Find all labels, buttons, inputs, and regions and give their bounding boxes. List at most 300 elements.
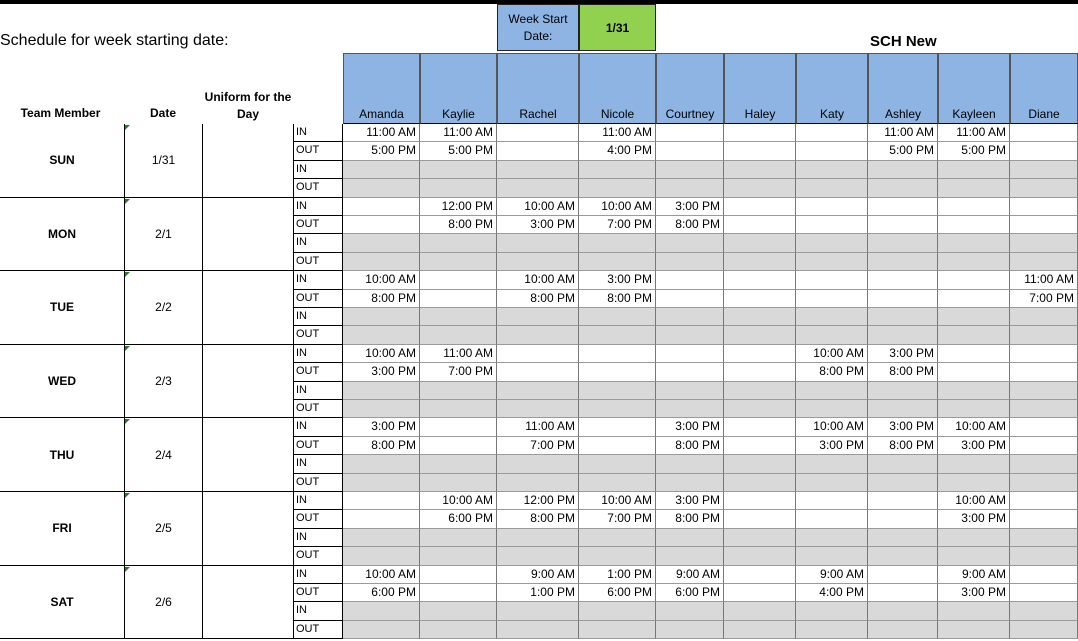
schedule-cell[interactable] xyxy=(938,621,1010,639)
schedule-cell[interactable] xyxy=(724,124,796,142)
schedule-cell[interactable] xyxy=(796,547,868,565)
schedule-cell[interactable] xyxy=(420,326,497,344)
schedule-cell[interactable] xyxy=(938,602,1010,620)
schedule-cell[interactable] xyxy=(343,161,420,179)
schedule-cell[interactable] xyxy=(656,234,724,252)
schedule-cell[interactable] xyxy=(796,124,868,142)
employee-header-amanda[interactable]: Amanda xyxy=(343,53,420,124)
schedule-cell[interactable]: 3:00 PM xyxy=(656,418,724,436)
schedule-cell[interactable] xyxy=(579,382,656,400)
schedule-cell[interactable] xyxy=(938,308,1010,326)
schedule-cell[interactable] xyxy=(724,363,796,381)
schedule-cell[interactable] xyxy=(420,271,497,289)
schedule-cell[interactable] xyxy=(497,382,579,400)
schedule-cell[interactable] xyxy=(420,308,497,326)
schedule-cell[interactable] xyxy=(868,198,938,216)
schedule-cell[interactable] xyxy=(1010,621,1078,639)
schedule-cell[interactable] xyxy=(579,326,656,344)
schedule-cell[interactable]: 8:00 PM xyxy=(868,363,938,381)
date-cell[interactable] xyxy=(125,566,203,640)
schedule-cell[interactable] xyxy=(868,308,938,326)
schedule-cell[interactable] xyxy=(796,142,868,160)
schedule-cell[interactable] xyxy=(724,161,796,179)
schedule-cell[interactable] xyxy=(796,621,868,639)
schedule-cell[interactable]: 3:00 PM xyxy=(343,363,420,381)
schedule-cell[interactable]: 11:00 AM xyxy=(868,124,938,142)
schedule-cell[interactable]: 8:00 PM xyxy=(497,510,579,528)
date-cell[interactable] xyxy=(125,198,203,272)
schedule-cell[interactable]: 6:00 PM xyxy=(343,584,420,602)
schedule-cell[interactable] xyxy=(420,290,497,308)
schedule-cell[interactable]: 8:00 PM xyxy=(579,290,656,308)
schedule-cell[interactable] xyxy=(497,179,579,197)
schedule-cell[interactable] xyxy=(420,474,497,492)
schedule-cell[interactable] xyxy=(579,602,656,620)
employee-header-haley[interactable]: Haley xyxy=(724,53,796,124)
schedule-cell[interactable]: 11:00 AM xyxy=(420,124,497,142)
schedule-cell[interactable] xyxy=(868,529,938,547)
date-cell[interactable] xyxy=(125,124,203,198)
schedule-cell[interactable]: 10:00 AM xyxy=(579,198,656,216)
schedule-cell[interactable] xyxy=(796,179,868,197)
schedule-cell[interactable]: 4:00 PM xyxy=(579,142,656,160)
schedule-cell[interactable] xyxy=(343,216,420,234)
schedule-cell[interactable] xyxy=(579,437,656,455)
day-cell-thu[interactable] xyxy=(0,418,125,492)
schedule-cell[interactable]: 12:00 PM xyxy=(420,198,497,216)
schedule-cell[interactable]: 3:00 PM xyxy=(796,437,868,455)
schedule-cell[interactable]: 7:00 PM xyxy=(1010,290,1078,308)
schedule-cell[interactable] xyxy=(724,234,796,252)
schedule-cell[interactable] xyxy=(938,198,1010,216)
schedule-cell[interactable] xyxy=(579,308,656,326)
schedule-cell[interactable] xyxy=(868,621,938,639)
schedule-cell[interactable] xyxy=(420,584,497,602)
schedule-cell[interactable]: 10:00 AM xyxy=(796,418,868,436)
schedule-cell[interactable]: 4:00 PM xyxy=(796,584,868,602)
schedule-cell[interactable] xyxy=(724,474,796,492)
schedule-cell[interactable] xyxy=(343,474,420,492)
schedule-cell[interactable] xyxy=(724,529,796,547)
schedule-cell[interactable]: 3:00 PM xyxy=(656,198,724,216)
schedule-cell[interactable]: 3:00 PM xyxy=(497,216,579,234)
schedule-cell[interactable]: 10:00 AM xyxy=(343,271,420,289)
schedule-cell[interactable] xyxy=(796,382,868,400)
schedule-cell[interactable] xyxy=(343,510,420,528)
schedule-cell[interactable]: 1:00 PM xyxy=(579,566,656,584)
schedule-cell[interactable]: 11:00 AM xyxy=(497,418,579,436)
schedule-cell[interactable]: 7:00 PM xyxy=(579,216,656,234)
schedule-cell[interactable] xyxy=(724,510,796,528)
schedule-cell[interactable] xyxy=(579,418,656,436)
schedule-cell[interactable] xyxy=(724,271,796,289)
schedule-cell[interactable] xyxy=(868,271,938,289)
schedule-cell[interactable] xyxy=(796,400,868,418)
schedule-cell[interactable] xyxy=(343,547,420,565)
schedule-cell[interactable] xyxy=(796,510,868,528)
schedule-cell[interactable] xyxy=(1010,382,1078,400)
schedule-cell[interactable]: 8:00 PM xyxy=(343,290,420,308)
schedule-cell[interactable]: 11:00 AM xyxy=(938,124,1010,142)
schedule-cell[interactable]: 8:00 PM xyxy=(656,510,724,528)
employee-header-kaylie[interactable]: Kaylie xyxy=(420,53,497,124)
schedule-cell[interactable]: 10:00 AM xyxy=(579,492,656,510)
schedule-cell[interactable]: 3:00 PM xyxy=(868,345,938,363)
week-start-value-cell[interactable] xyxy=(579,4,656,51)
schedule-cell[interactable] xyxy=(724,584,796,602)
schedule-cell[interactable] xyxy=(1010,161,1078,179)
schedule-cell[interactable] xyxy=(1010,437,1078,455)
schedule-cell[interactable] xyxy=(938,382,1010,400)
schedule-cell[interactable] xyxy=(497,621,579,639)
schedule-cell[interactable] xyxy=(656,400,724,418)
schedule-cell[interactable] xyxy=(1010,455,1078,473)
schedule-cell[interactable]: 11:00 AM xyxy=(1010,271,1078,289)
schedule-cell[interactable] xyxy=(724,345,796,363)
schedule-cell[interactable] xyxy=(796,492,868,510)
schedule-cell[interactable] xyxy=(656,326,724,344)
schedule-cell[interactable] xyxy=(579,345,656,363)
schedule-cell[interactable] xyxy=(656,474,724,492)
schedule-cell[interactable] xyxy=(420,602,497,620)
schedule-cell[interactable]: 7:00 PM xyxy=(420,363,497,381)
schedule-cell[interactable] xyxy=(938,326,1010,344)
schedule-cell[interactable] xyxy=(497,602,579,620)
schedule-cell[interactable] xyxy=(868,510,938,528)
schedule-cell[interactable] xyxy=(497,547,579,565)
day-cell-tue[interactable] xyxy=(0,271,125,345)
schedule-cell[interactable] xyxy=(656,382,724,400)
schedule-cell[interactable]: 3:00 PM xyxy=(579,271,656,289)
schedule-cell[interactable] xyxy=(656,179,724,197)
schedule-cell[interactable] xyxy=(1010,326,1078,344)
schedule-cell[interactable]: 3:00 PM xyxy=(656,492,724,510)
schedule-cell[interactable] xyxy=(938,234,1010,252)
schedule-cell[interactable]: 10:00 AM xyxy=(343,345,420,363)
schedule-cell[interactable] xyxy=(1010,566,1078,584)
uniform-cell[interactable] xyxy=(203,198,294,272)
schedule-cell[interactable] xyxy=(656,455,724,473)
schedule-cell[interactable] xyxy=(868,161,938,179)
schedule-cell[interactable]: 8:00 PM xyxy=(656,216,724,234)
schedule-cell[interactable] xyxy=(656,363,724,381)
schedule-cell[interactable] xyxy=(724,400,796,418)
schedule-cell[interactable] xyxy=(497,234,579,252)
day-cell-fri[interactable] xyxy=(0,492,125,566)
schedule-cell[interactable] xyxy=(724,492,796,510)
schedule-cell[interactable] xyxy=(938,161,1010,179)
schedule-cell[interactable] xyxy=(420,382,497,400)
schedule-cell[interactable] xyxy=(1010,400,1078,418)
schedule-cell[interactable] xyxy=(868,492,938,510)
schedule-cell[interactable]: 6:00 PM xyxy=(656,584,724,602)
schedule-cell[interactable] xyxy=(497,161,579,179)
schedule-cell[interactable]: 3:00 PM xyxy=(938,584,1010,602)
schedule-cell[interactable] xyxy=(938,529,1010,547)
schedule-cell[interactable] xyxy=(343,234,420,252)
schedule-cell[interactable] xyxy=(420,529,497,547)
schedule-cell[interactable] xyxy=(579,161,656,179)
schedule-cell[interactable] xyxy=(656,529,724,547)
uniform-cell[interactable] xyxy=(203,345,294,419)
schedule-cell[interactable] xyxy=(1010,124,1078,142)
uniform-cell[interactable] xyxy=(203,566,294,640)
schedule-cell[interactable] xyxy=(656,602,724,620)
employee-header-rachel[interactable]: Rachel xyxy=(497,53,579,124)
date-cell[interactable] xyxy=(125,492,203,566)
schedule-cell[interactable] xyxy=(343,621,420,639)
schedule-cell[interactable] xyxy=(724,455,796,473)
schedule-cell[interactable] xyxy=(1010,234,1078,252)
schedule-cell[interactable] xyxy=(656,308,724,326)
schedule-cell[interactable] xyxy=(579,621,656,639)
schedule-cell[interactable] xyxy=(724,308,796,326)
schedule-cell[interactable] xyxy=(420,547,497,565)
schedule-cell[interactable] xyxy=(343,455,420,473)
schedule-cell[interactable] xyxy=(656,161,724,179)
schedule-cell[interactable] xyxy=(724,547,796,565)
schedule-cell[interactable] xyxy=(579,455,656,473)
schedule-cell[interactable] xyxy=(656,124,724,142)
day-cell-wed[interactable] xyxy=(0,345,125,419)
employee-header-diane[interactable]: Diane xyxy=(1010,53,1078,124)
schedule-cell[interactable] xyxy=(796,602,868,620)
uniform-cell[interactable] xyxy=(203,418,294,492)
schedule-cell[interactable]: 8:00 PM xyxy=(656,437,724,455)
schedule-cell[interactable] xyxy=(579,400,656,418)
schedule-cell[interactable] xyxy=(656,621,724,639)
schedule-cell[interactable]: 3:00 PM xyxy=(868,418,938,436)
schedule-cell[interactable] xyxy=(796,290,868,308)
schedule-cell[interactable] xyxy=(724,326,796,344)
schedule-cell[interactable] xyxy=(724,179,796,197)
schedule-cell[interactable]: 3:00 PM xyxy=(938,437,1010,455)
schedule-cell[interactable]: 10:00 AM xyxy=(938,492,1010,510)
schedule-cell[interactable] xyxy=(1010,602,1078,620)
schedule-cell[interactable] xyxy=(420,400,497,418)
schedule-cell[interactable] xyxy=(796,234,868,252)
schedule-cell[interactable] xyxy=(420,253,497,271)
schedule-cell[interactable]: 5:00 PM xyxy=(343,142,420,160)
schedule-cell[interactable] xyxy=(938,253,1010,271)
date-cell[interactable] xyxy=(125,271,203,345)
schedule-cell[interactable] xyxy=(868,382,938,400)
schedule-cell[interactable]: 9:00 AM xyxy=(796,566,868,584)
schedule-cell[interactable] xyxy=(656,271,724,289)
schedule-cell[interactable] xyxy=(579,363,656,381)
schedule-cell[interactable] xyxy=(1010,216,1078,234)
schedule-cell[interactable]: 3:00 PM xyxy=(938,510,1010,528)
schedule-cell[interactable]: 9:00 AM xyxy=(938,566,1010,584)
schedule-cell[interactable] xyxy=(868,400,938,418)
schedule-cell[interactable] xyxy=(579,253,656,271)
schedule-cell[interactable] xyxy=(420,161,497,179)
schedule-cell[interactable] xyxy=(420,418,497,436)
day-cell-mon[interactable] xyxy=(0,198,125,272)
schedule-cell[interactable] xyxy=(796,198,868,216)
schedule-cell[interactable]: 8:00 PM xyxy=(868,437,938,455)
schedule-cell[interactable]: 3:00 PM xyxy=(343,418,420,436)
schedule-cell[interactable]: 5:00 PM xyxy=(938,142,1010,160)
schedule-cell[interactable] xyxy=(343,400,420,418)
schedule-cell[interactable] xyxy=(420,455,497,473)
date-cell[interactable] xyxy=(125,418,203,492)
schedule-cell[interactable] xyxy=(1010,363,1078,381)
schedule-cell[interactable] xyxy=(724,602,796,620)
schedule-cell[interactable]: 8:00 PM xyxy=(420,216,497,234)
schedule-cell[interactable] xyxy=(868,547,938,565)
schedule-cell[interactable]: 9:00 AM xyxy=(497,566,579,584)
schedule-cell[interactable] xyxy=(1010,179,1078,197)
schedule-cell[interactable] xyxy=(656,142,724,160)
schedule-cell[interactable] xyxy=(343,382,420,400)
schedule-cell[interactable]: 11:00 AM xyxy=(343,124,420,142)
uniform-cell[interactable] xyxy=(203,271,294,345)
schedule-cell[interactable] xyxy=(1010,418,1078,436)
schedule-cell[interactable] xyxy=(796,216,868,234)
schedule-cell[interactable] xyxy=(1010,547,1078,565)
schedule-cell[interactable] xyxy=(1010,584,1078,602)
schedule-cell[interactable] xyxy=(656,253,724,271)
schedule-cell[interactable] xyxy=(420,437,497,455)
schedule-cell[interactable] xyxy=(656,290,724,308)
schedule-cell[interactable]: 1:00 PM xyxy=(497,584,579,602)
schedule-cell[interactable] xyxy=(724,418,796,436)
schedule-cell[interactable] xyxy=(938,455,1010,473)
schedule-cell[interactable] xyxy=(868,253,938,271)
schedule-cell[interactable] xyxy=(497,124,579,142)
schedule-cell[interactable] xyxy=(497,474,579,492)
schedule-cell[interactable]: 9:00 AM xyxy=(656,566,724,584)
schedule-cell[interactable] xyxy=(1010,474,1078,492)
schedule-cell[interactable]: 8:00 PM xyxy=(796,363,868,381)
schedule-cell[interactable]: 10:00 AM xyxy=(343,566,420,584)
schedule-cell[interactable] xyxy=(656,345,724,363)
schedule-cell[interactable] xyxy=(868,566,938,584)
schedule-cell[interactable] xyxy=(796,529,868,547)
schedule-cell[interactable]: 10:00 AM xyxy=(420,492,497,510)
schedule-cell[interactable] xyxy=(796,161,868,179)
schedule-cell[interactable]: 11:00 AM xyxy=(420,345,497,363)
schedule-cell[interactable] xyxy=(1010,492,1078,510)
schedule-cell[interactable] xyxy=(343,253,420,271)
schedule-cell[interactable] xyxy=(796,474,868,492)
schedule-cell[interactable]: 8:00 PM xyxy=(497,290,579,308)
schedule-cell[interactable] xyxy=(579,547,656,565)
employee-header-courtney[interactable]: Courtney xyxy=(656,53,724,124)
schedule-cell[interactable] xyxy=(1010,142,1078,160)
schedule-cell[interactable] xyxy=(868,290,938,308)
schedule-cell[interactable] xyxy=(497,142,579,160)
employee-header-kayleen[interactable]: Kayleen xyxy=(938,53,1010,124)
schedule-cell[interactable] xyxy=(497,253,579,271)
uniform-cell[interactable] xyxy=(203,124,294,198)
schedule-cell[interactable] xyxy=(868,234,938,252)
schedule-cell[interactable] xyxy=(868,474,938,492)
uniform-cell[interactable] xyxy=(203,492,294,566)
schedule-cell[interactable] xyxy=(938,271,1010,289)
schedule-cell[interactable]: 7:00 PM xyxy=(497,437,579,455)
schedule-cell[interactable] xyxy=(497,326,579,344)
schedule-cell[interactable] xyxy=(343,326,420,344)
schedule-cell[interactable] xyxy=(343,198,420,216)
schedule-cell[interactable] xyxy=(796,455,868,473)
schedule-cell[interactable]: 10:00 AM xyxy=(497,198,579,216)
schedule-cell[interactable] xyxy=(343,602,420,620)
schedule-cell[interactable]: 5:00 PM xyxy=(420,142,497,160)
schedule-cell[interactable] xyxy=(497,400,579,418)
schedule-cell[interactable] xyxy=(579,234,656,252)
schedule-cell[interactable] xyxy=(420,566,497,584)
schedule-cell[interactable] xyxy=(497,529,579,547)
schedule-cell[interactable] xyxy=(497,308,579,326)
schedule-cell[interactable] xyxy=(724,198,796,216)
schedule-cell[interactable] xyxy=(938,290,1010,308)
schedule-cell[interactable] xyxy=(343,308,420,326)
schedule-cell[interactable] xyxy=(938,474,1010,492)
schedule-cell[interactable] xyxy=(420,621,497,639)
schedule-cell[interactable]: 7:00 PM xyxy=(579,510,656,528)
schedule-cell[interactable] xyxy=(497,345,579,363)
day-cell-sat[interactable] xyxy=(0,566,125,640)
schedule-cell[interactable] xyxy=(868,455,938,473)
schedule-cell[interactable] xyxy=(497,455,579,473)
employee-header-nicole[interactable]: Nicole xyxy=(579,53,656,124)
schedule-cell[interactable] xyxy=(938,216,1010,234)
day-cell-sun[interactable] xyxy=(0,124,125,198)
schedule-cell[interactable] xyxy=(724,290,796,308)
schedule-cell[interactable] xyxy=(579,529,656,547)
schedule-cell[interactable] xyxy=(938,400,1010,418)
schedule-cell[interactable] xyxy=(343,529,420,547)
schedule-cell[interactable] xyxy=(420,234,497,252)
schedule-cell[interactable] xyxy=(1010,198,1078,216)
schedule-cell[interactable] xyxy=(579,179,656,197)
schedule-cell[interactable] xyxy=(868,179,938,197)
schedule-cell[interactable] xyxy=(724,382,796,400)
schedule-cell[interactable]: 12:00 PM xyxy=(497,492,579,510)
schedule-cell[interactable] xyxy=(1010,308,1078,326)
schedule-cell[interactable] xyxy=(724,621,796,639)
schedule-cell[interactable] xyxy=(343,179,420,197)
employee-header-ashley[interactable]: Ashley xyxy=(868,53,938,124)
schedule-cell[interactable] xyxy=(497,363,579,381)
schedule-cell[interactable]: 10:00 AM xyxy=(938,418,1010,436)
schedule-cell[interactable] xyxy=(724,437,796,455)
schedule-cell[interactable] xyxy=(868,326,938,344)
schedule-cell[interactable] xyxy=(656,547,724,565)
schedule-cell[interactable] xyxy=(868,602,938,620)
schedule-cell[interactable] xyxy=(724,216,796,234)
schedule-cell[interactable] xyxy=(938,179,1010,197)
schedule-cell[interactable]: 6:00 PM xyxy=(420,510,497,528)
date-cell[interactable] xyxy=(125,345,203,419)
schedule-cell[interactable] xyxy=(868,584,938,602)
schedule-cell[interactable]: 5:00 PM xyxy=(868,142,938,160)
schedule-cell[interactable] xyxy=(938,547,1010,565)
schedule-cell[interactable]: 10:00 AM xyxy=(796,345,868,363)
schedule-cell[interactable]: 10:00 AM xyxy=(497,271,579,289)
schedule-cell[interactable] xyxy=(796,253,868,271)
schedule-cell[interactable] xyxy=(1010,510,1078,528)
employee-header-katy[interactable]: Katy xyxy=(796,53,868,124)
schedule-cell[interactable] xyxy=(724,253,796,271)
schedule-cell[interactable] xyxy=(724,142,796,160)
schedule-cell[interactable] xyxy=(868,216,938,234)
schedule-cell[interactable] xyxy=(1010,345,1078,363)
schedule-cell[interactable] xyxy=(796,326,868,344)
schedule-cell[interactable] xyxy=(420,179,497,197)
